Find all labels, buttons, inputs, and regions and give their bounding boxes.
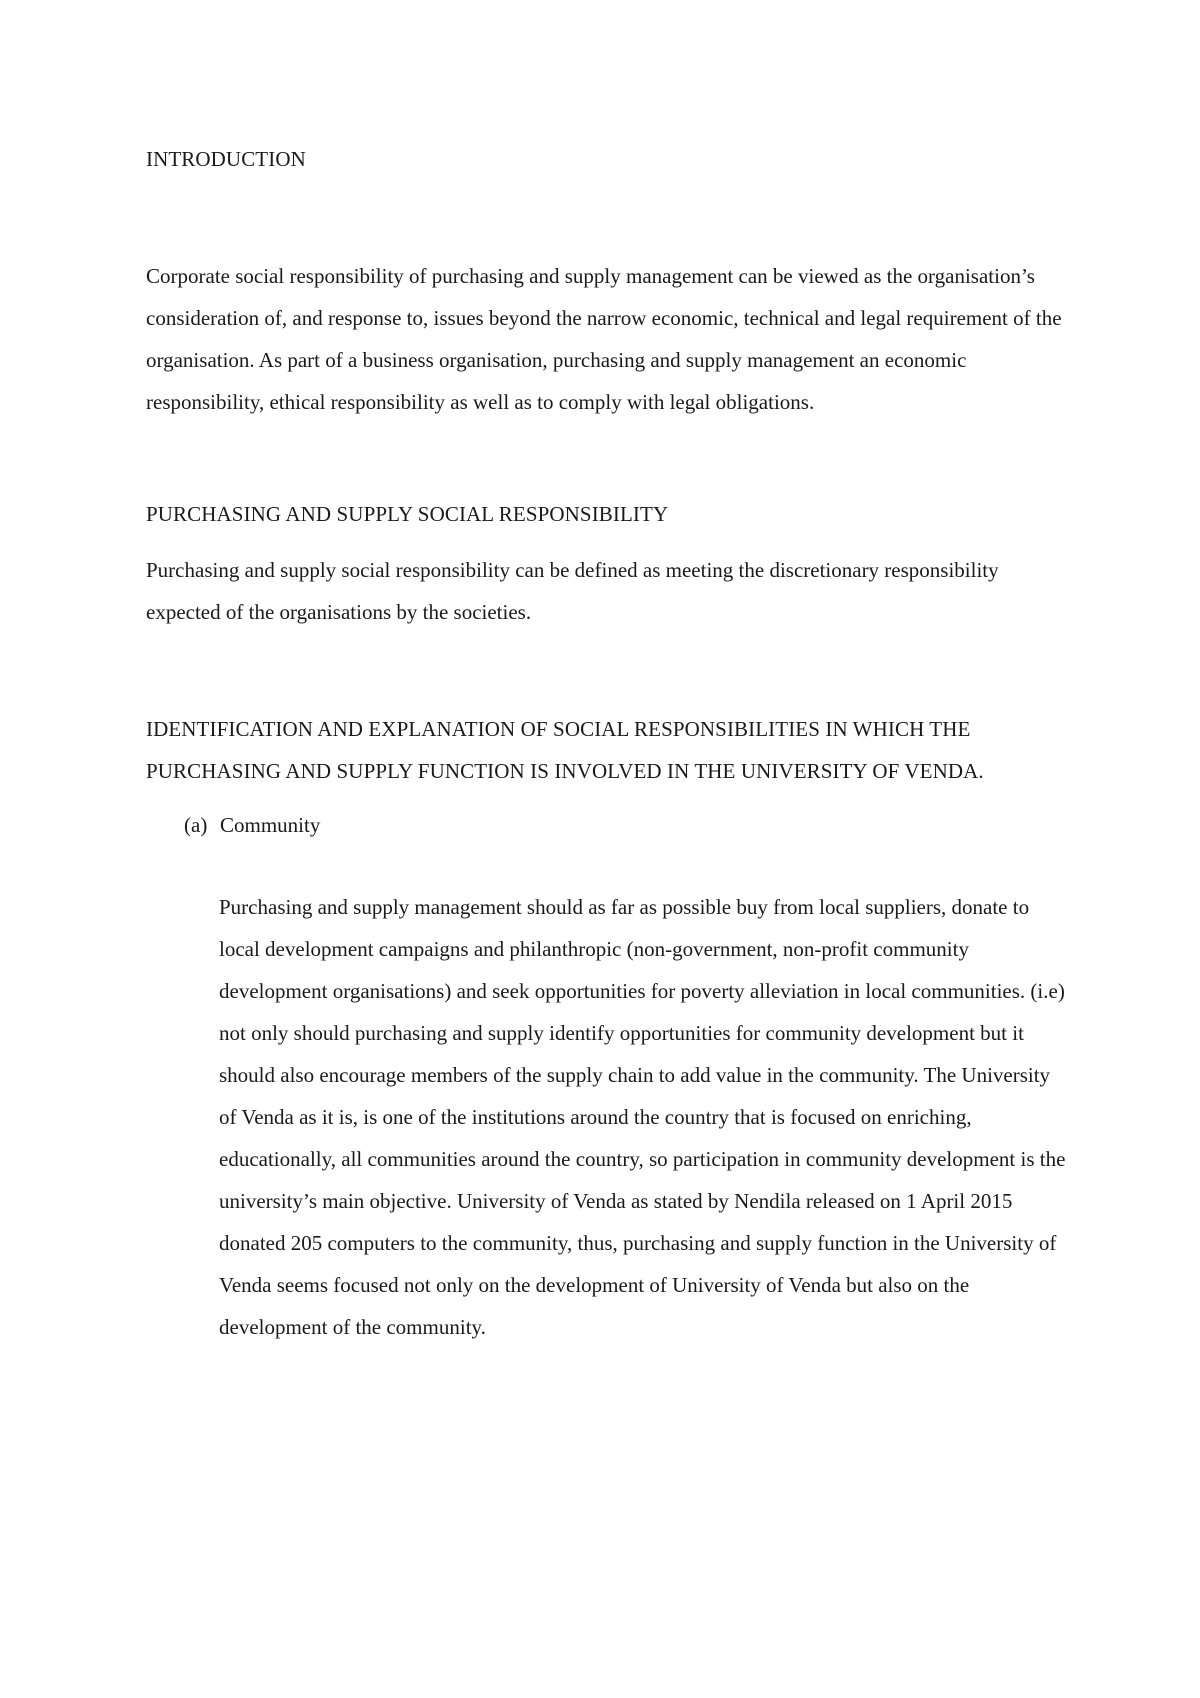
list-item-title: Community	[220, 813, 321, 837]
community-paragraph: Purchasing and supply management should as far as possible buy from local suppliers, donate to local development campaigns and philanthropic (non-government, non-profit community development organisations) and seek opportunities for poverty alleviation in local communities. (i.e) not only should purchasing and supply identify opportunities for community development but it should also encourage members of the supply chain to add value in the community. The University of Venda as it is, is one of the institutions around the country that is focused on enriching, educationally, all communities around the country, so participation in community development is the university’s main objective. University of Venda as stated by Nendila released on 1 April 2015 donated 205 computers to the community, thus, purchasing and supply function in the University of Venda seems focused not only on the development of University of Venda but also on the development of the community.	[219, 895, 1066, 1339]
list-item-community	[146, 804, 1076, 846]
document-content	[146, 138, 1076, 1348]
spacer	[146, 792, 1076, 804]
spacer	[146, 846, 1076, 886]
introduction-heading: INTRODUCTION	[146, 147, 306, 171]
introduction-paragraph: Corporate social responsibility of purchasing and supply management can be viewed as the organisation’s consideration of, and response to, issues beyond the narrow economic, technical and legal requirement of the organisation. As part of a business organisation, purchasing and supply management an economic responsibility, ethical responsibility as well as to comply with legal obligations.	[146, 264, 1062, 414]
purchasing-supply-responsibility-paragraph: Purchasing and supply social responsibility can be defined as meeting the discretionary responsibility expected of the organisations by the societies.	[146, 558, 999, 624]
purchasing-supply-responsibility-heading: PURCHASING AND SUPPLY SOCIAL RESPONSIBILITY	[146, 502, 669, 526]
spacer	[146, 180, 1076, 255]
spacer	[146, 535, 1076, 549]
list-item-label: (a)	[184, 813, 208, 837]
spacer	[146, 423, 1076, 493]
spacer	[146, 633, 1076, 708]
identification-explanation-heading: IDENTIFICATION AND EXPLANATION OF SOCIAL RESPONSIBILITIES IN WHICH THE PURCHASING AND SUPPLY FUNCTION IS INVOLVED IN THE UNIVERSITY OF VENDA.	[146, 717, 984, 783]
